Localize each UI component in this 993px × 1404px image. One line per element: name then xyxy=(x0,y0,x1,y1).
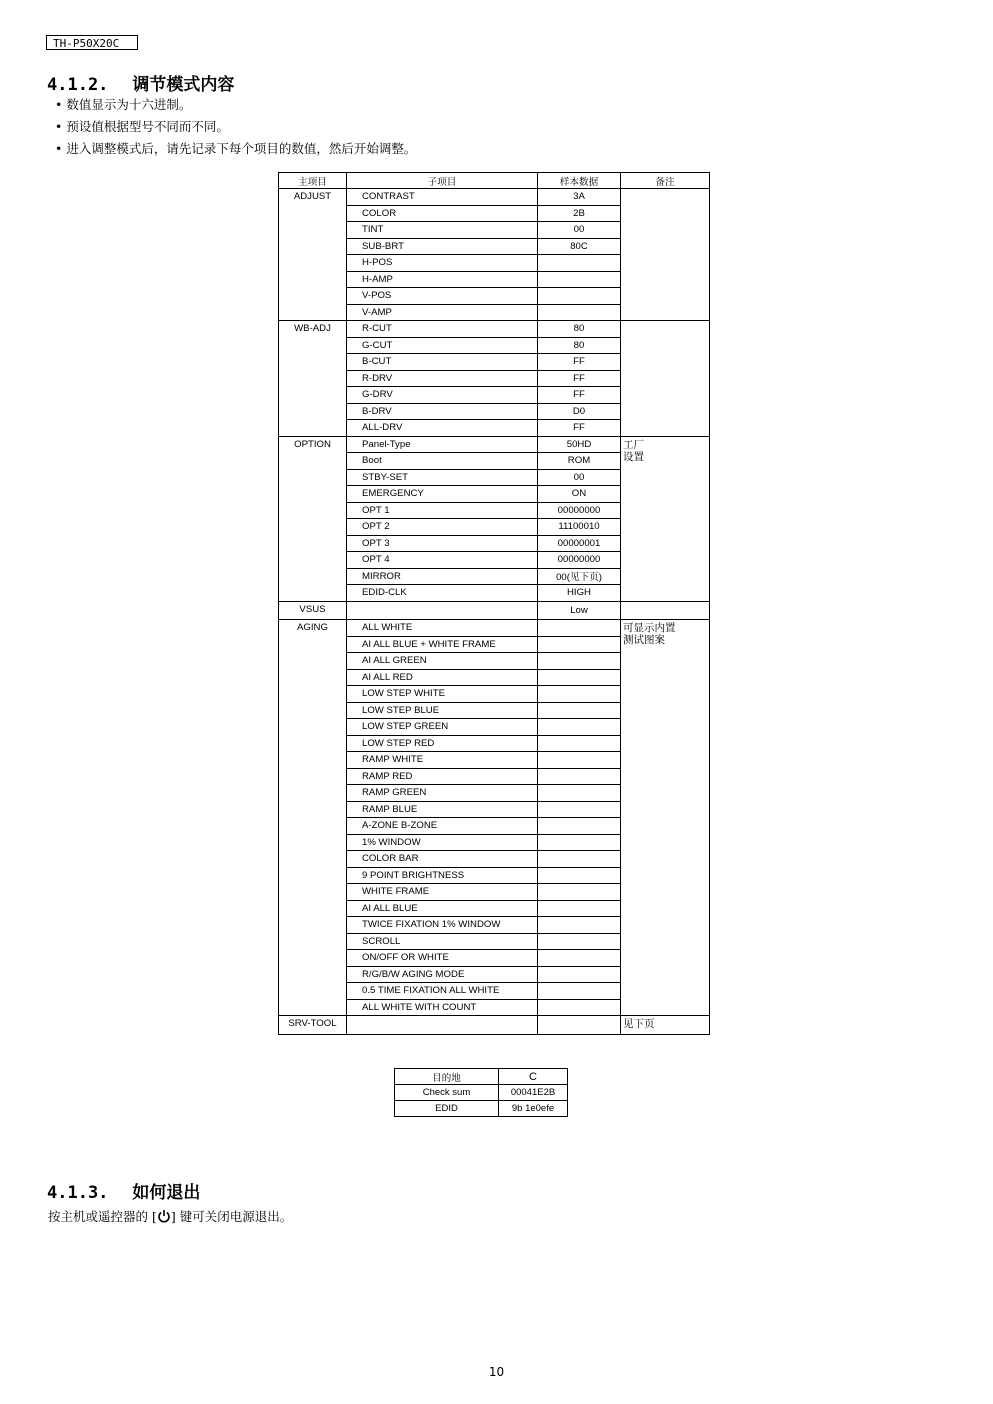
sub-item-cell xyxy=(347,601,538,620)
sub-item-cell: ALL-DRV xyxy=(347,420,538,437)
sub-item-cell: STBY-SET xyxy=(347,469,538,486)
bullet-item: • 进入调整模式后，请先记录下每个项目的数值，然后开始调整。 xyxy=(55,138,416,160)
sample-value-cell: 00000001 xyxy=(538,535,621,552)
sample-value-cell xyxy=(538,818,621,835)
sample-value-cell: 3A xyxy=(538,189,621,206)
sample-value-cell xyxy=(538,917,621,934)
sub-item-cell: TINT xyxy=(347,222,538,239)
sample-value-cell xyxy=(538,851,621,868)
main-item-cell: ADJUST xyxy=(279,189,347,321)
col-header-note: 备注 xyxy=(621,173,710,189)
col-header-sample: 样本数据 xyxy=(538,173,621,189)
note-cell: 见下页 xyxy=(621,1016,710,1035)
sample-value-cell: 00(见下页) xyxy=(538,568,621,585)
sample-value-cell xyxy=(538,900,621,917)
sub-item-cell: 1% WINDOW xyxy=(347,834,538,851)
sample-value-cell xyxy=(538,785,621,802)
sub-item-cell: LOW STEP RED xyxy=(347,735,538,752)
exit-text-before: 按主机或遥控器的 [ xyxy=(48,1209,157,1224)
sub-item-cell: RAMP RED xyxy=(347,768,538,785)
sub-item-cell xyxy=(347,1016,538,1035)
sample-value-cell: 80C xyxy=(538,238,621,255)
sample-value-cell xyxy=(538,801,621,818)
note-cell: 可显示内置 测试图案 xyxy=(621,620,710,1016)
sub-item-cell: V-AMP xyxy=(347,304,538,321)
sample-value-cell xyxy=(538,999,621,1016)
bullet-item: • 预设值根据型号不同而不同。 xyxy=(55,116,416,138)
note-cell xyxy=(621,321,710,437)
power-icon xyxy=(157,1209,171,1223)
note-cell xyxy=(621,601,710,620)
adjustment-table xyxy=(278,172,710,1035)
sample-value-cell: ROM xyxy=(538,453,621,470)
table-row xyxy=(395,1069,568,1085)
sub-item-cell: SCROLL xyxy=(347,933,538,950)
edid-value: 9b 1e0efe xyxy=(499,1101,568,1117)
sample-value-cell xyxy=(538,702,621,719)
section-412-heading xyxy=(47,70,234,95)
sample-value-cell: HIGH xyxy=(538,585,621,602)
sub-item-cell: MIRROR xyxy=(347,568,538,585)
main-item-cell: SRV-TOOL xyxy=(279,1016,347,1035)
sub-item-cell: G-DRV xyxy=(347,387,538,404)
sample-value-cell: 2B xyxy=(538,205,621,222)
sample-value-cell xyxy=(538,653,621,670)
table-row xyxy=(279,620,710,637)
sample-value-cell xyxy=(538,636,621,653)
sample-value-cell xyxy=(538,884,621,901)
exit-text-after: ] 键可关闭电源退出。 xyxy=(170,1209,293,1224)
sample-value-cell xyxy=(538,768,621,785)
sub-item-cell: 0.5 TIME FIXATION ALL WHITE xyxy=(347,983,538,1000)
sub-item-cell: COLOR BAR xyxy=(347,851,538,868)
section-413-heading xyxy=(47,1178,200,1203)
sub-item-cell: H-AMP xyxy=(347,271,538,288)
sample-value-cell xyxy=(538,719,621,736)
sub-item-cell: R-DRV xyxy=(347,370,538,387)
sub-item-cell: EDID-CLK xyxy=(347,585,538,602)
sub-item-cell: Boot xyxy=(347,453,538,470)
sample-value-cell: ON xyxy=(538,486,621,503)
note-cell xyxy=(621,189,710,321)
col-header-sub: 子项目 xyxy=(347,173,538,189)
sub-item-cell: H-POS xyxy=(347,255,538,272)
sub-item-cell: ON/OFF OR WHITE xyxy=(347,950,538,967)
checksum-value: 00041E2B xyxy=(499,1085,568,1101)
sample-value-cell: FF xyxy=(538,420,621,437)
sample-value-cell xyxy=(538,1016,621,1035)
checksum-table xyxy=(394,1068,568,1117)
sub-item-cell: RAMP GREEN xyxy=(347,785,538,802)
sub-item-cell: OPT 2 xyxy=(347,519,538,536)
section-412-title: 调节模式内容 xyxy=(132,75,235,95)
main-item-cell: AGING xyxy=(279,620,347,1016)
sample-value-cell xyxy=(538,867,621,884)
sample-value-cell: 11100010 xyxy=(538,519,621,536)
sub-item-cell: LOW STEP BLUE xyxy=(347,702,538,719)
main-item-cell: VSUS xyxy=(279,601,347,620)
sub-item-cell: 9 POINT BRIGHTNESS xyxy=(347,867,538,884)
sub-item-cell: R/G/B/W AGING MODE xyxy=(347,966,538,983)
table-row xyxy=(395,1101,568,1117)
note-cell: 工厂 设置 xyxy=(621,436,710,601)
sample-value-cell xyxy=(538,288,621,305)
sample-value-cell: 00000000 xyxy=(538,502,621,519)
col-header-main: 主项目 xyxy=(279,173,347,189)
section-413-title: 如何退出 xyxy=(132,1183,201,1203)
table-header-row xyxy=(279,173,710,189)
sub-item-cell: B-DRV xyxy=(347,403,538,420)
sub-item-cell: OPT 3 xyxy=(347,535,538,552)
sample-value-cell xyxy=(538,686,621,703)
sub-item-cell: COLOR xyxy=(347,205,538,222)
sample-value-cell xyxy=(538,950,621,967)
table-row xyxy=(279,189,710,206)
table-row xyxy=(279,601,710,620)
edid-label: EDID xyxy=(395,1101,499,1117)
sub-item-cell: AI ALL RED xyxy=(347,669,538,686)
sample-value-cell: 00 xyxy=(538,469,621,486)
sub-item-cell: LOW STEP GREEN xyxy=(347,719,538,736)
table-row xyxy=(279,1016,710,1035)
model-label: TH-P50X20C xyxy=(46,35,138,50)
sub-item-cell: EMERGENCY xyxy=(347,486,538,503)
sample-value-cell xyxy=(538,669,621,686)
sample-value-cell xyxy=(538,834,621,851)
page-number: 10 xyxy=(488,1365,505,1379)
table-row xyxy=(279,321,710,338)
checksum-label: Check sum xyxy=(395,1085,499,1101)
sample-value-cell: 80 xyxy=(538,337,621,354)
sample-value-cell: FF xyxy=(538,370,621,387)
bullet-list xyxy=(55,94,416,160)
sub-item-cell: R-CUT xyxy=(347,321,538,338)
sub-item-cell: V-POS xyxy=(347,288,538,305)
sample-value-cell: D0 xyxy=(538,403,621,420)
sample-value-cell xyxy=(538,304,621,321)
destination-value: C xyxy=(499,1069,568,1085)
bullet-item: • 数值显示为十六进制。 xyxy=(55,94,416,116)
sub-item-cell: AI ALL GREEN xyxy=(347,653,538,670)
section-413-number: 4.1.3. xyxy=(47,1183,109,1203)
sample-value-cell: 00 xyxy=(538,222,621,239)
sub-item-cell: AI ALL BLUE xyxy=(347,900,538,917)
sub-item-cell: LOW STEP WHITE xyxy=(347,686,538,703)
sample-value-cell: FF xyxy=(538,387,621,404)
sub-item-cell: ALL WHITE WITH COUNT xyxy=(347,999,538,1016)
section-412-number: 4.1.2. xyxy=(47,75,109,95)
sub-item-cell: G-CUT xyxy=(347,337,538,354)
table-row xyxy=(279,436,710,453)
destination-label: 目的地 xyxy=(395,1069,499,1085)
sub-item-cell: OPT 1 xyxy=(347,502,538,519)
sub-item-cell: Panel-Type xyxy=(347,436,538,453)
sample-value-cell xyxy=(538,620,621,637)
sub-item-cell: CONTRAST xyxy=(347,189,538,206)
sample-value-cell xyxy=(538,983,621,1000)
sub-item-cell: TWICE FIXATION 1% WINDOW xyxy=(347,917,538,934)
exit-instruction xyxy=(48,1207,292,1225)
sample-value-cell: 80 xyxy=(538,321,621,338)
sub-item-cell: RAMP BLUE xyxy=(347,801,538,818)
sub-item-cell: AI ALL BLUE + WHITE FRAME xyxy=(347,636,538,653)
sample-value-cell: 50HD xyxy=(538,436,621,453)
sample-value-cell xyxy=(538,271,621,288)
sub-item-cell: OPT 4 xyxy=(347,552,538,569)
sub-item-cell: A-ZONE B-ZONE xyxy=(347,818,538,835)
sub-item-cell: RAMP WHITE xyxy=(347,752,538,769)
sub-item-cell: WHITE FRAME xyxy=(347,884,538,901)
table-row xyxy=(395,1085,568,1101)
sample-value-cell: Low xyxy=(538,601,621,620)
sub-item-cell: B-CUT xyxy=(347,354,538,371)
sample-value-cell xyxy=(538,933,621,950)
main-item-cell: OPTION xyxy=(279,436,347,601)
sample-value-cell xyxy=(538,966,621,983)
main-item-cell: WB-ADJ xyxy=(279,321,347,437)
sub-item-cell: SUB-BRT xyxy=(347,238,538,255)
sample-value-cell xyxy=(538,735,621,752)
sample-value-cell: 00000000 xyxy=(538,552,621,569)
sample-value-cell xyxy=(538,255,621,272)
sample-value-cell xyxy=(538,752,621,769)
sub-item-cell: ALL WHITE xyxy=(347,620,538,637)
sample-value-cell: FF xyxy=(538,354,621,371)
